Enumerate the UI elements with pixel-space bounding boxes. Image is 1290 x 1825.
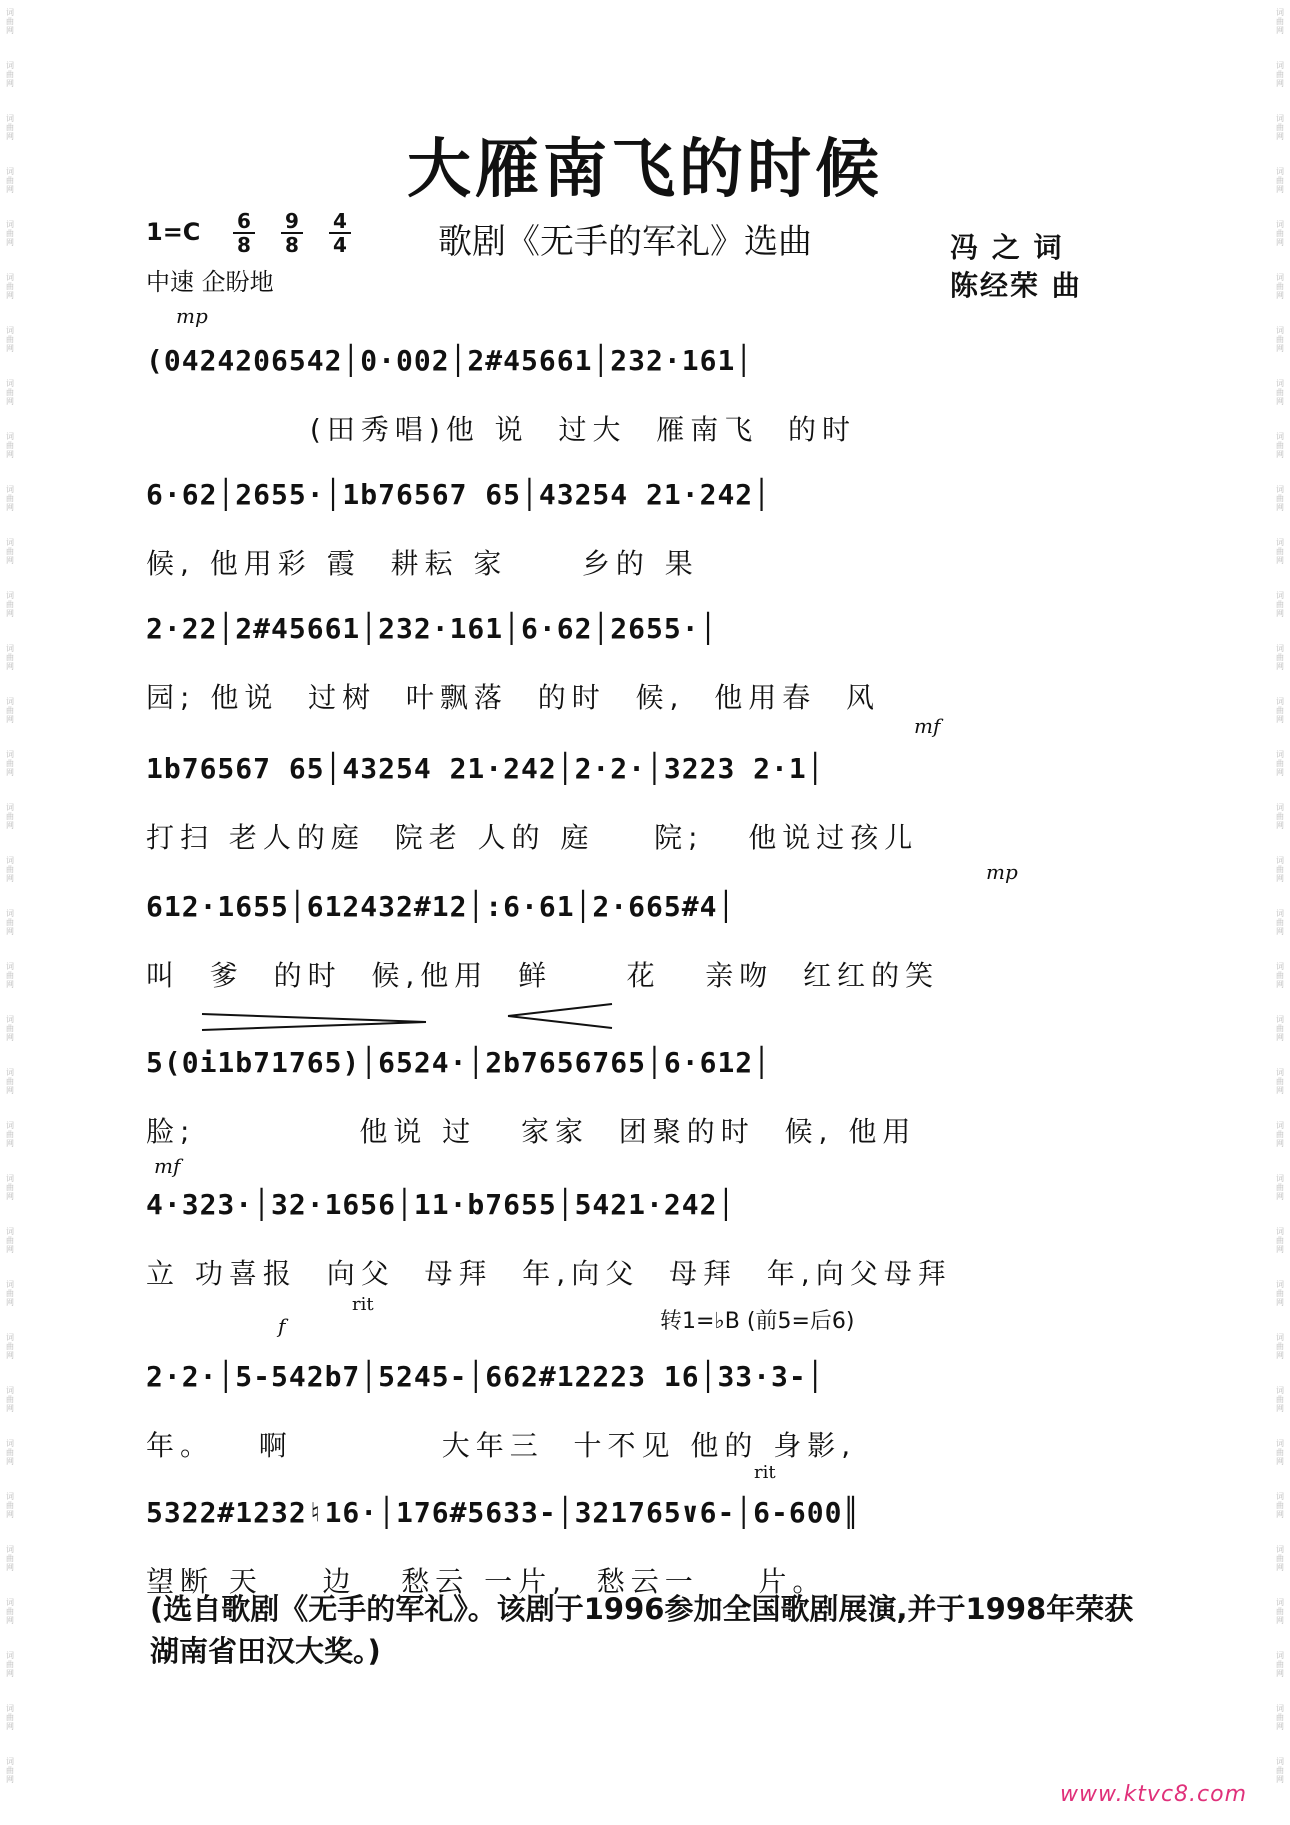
watermark-text: 词 曲 网 (6, 1598, 14, 1625)
watermark-strip-right (1270, 0, 1290, 1825)
watermark-text: 词 曲 网 (6, 61, 14, 88)
lyrics-line: 立 功喜报 向父 母拜 年,向父 母拜 年,向父母拜 (146, 1257, 952, 1290)
lyrics-line: 望断 天 边 愁云 一片, 愁云一 片。 (146, 1565, 827, 1598)
watermark-text: 词 曲 网 (6, 379, 14, 406)
watermark-text: 词 曲 网 (1276, 1757, 1284, 1784)
notation-line: 2·22│2#45661│232·161│6·62│2655·│ (146, 612, 718, 645)
watermark-text: 词 曲 网 (6, 1121, 14, 1148)
notation-line: 1b76567 65│43254 21·242│2·2·│3223 2·1│ (146, 752, 825, 785)
watermark-text: 词 曲 网 (1276, 1492, 1284, 1519)
watermark-text: 词 曲 网 (1276, 962, 1284, 989)
watermark-text: 词 曲 网 (1276, 856, 1284, 883)
watermark-text: 词 曲 网 (6, 962, 14, 989)
watermark-text: 词 曲 网 (6, 1068, 14, 1095)
watermark-text: 词 曲 网 (1276, 273, 1284, 300)
watermark-text: 词 曲 网 (1276, 1174, 1284, 1201)
notation-system-3 (146, 612, 1136, 722)
dynamic-mark: mf (914, 714, 941, 738)
watermark-text: 词 曲 网 (6, 750, 14, 777)
watermark-text: 词 曲 网 (1276, 220, 1284, 247)
notation-system-1 (146, 304, 1136, 454)
watermark-text: 词 曲 网 (1276, 379, 1284, 406)
notation-system-7 (146, 1154, 1136, 1298)
watermark-text: 词 曲 网 (1276, 1121, 1284, 1148)
song-title: 大雁南飞的时候 (407, 133, 883, 207)
watermark-text: 词 曲 网 (6, 803, 14, 830)
watermark-text: 词 曲 网 (6, 485, 14, 512)
watermark-text: 词 曲 网 (6, 697, 14, 724)
dynamic-mark: mp (986, 860, 1018, 884)
watermark-text: 词 曲 网 (1276, 1651, 1284, 1678)
watermark-text: 词 曲 网 (1276, 750, 1284, 777)
watermark-text: 词 曲 网 (1276, 485, 1284, 512)
watermark-text: 词 曲 网 (6, 1492, 14, 1519)
watermark-text: 词 曲 网 (1276, 61, 1284, 88)
watermark-text: 词 曲 网 (1276, 1227, 1284, 1254)
notation-line: 612·1655│612432#12│:6·61│2·665#4│ (146, 890, 736, 923)
watermark-text: 词 曲 网 (6, 167, 14, 194)
modulation-mark: 转1=♭B (前5=后6) (660, 1309, 855, 1334)
composer-credit: 陈经荣 曲 (950, 269, 1082, 302)
notation-system-4 (146, 714, 1136, 862)
watermark-text: 词 曲 网 (6, 1704, 14, 1731)
watermark-text: 词 曲 网 (6, 591, 14, 618)
notation-line: 6·62│2655·│1b76567 65│43254 21·242│ (146, 478, 772, 511)
watermark-text: 词 曲 网 (6, 1439, 14, 1466)
lyrics-line: 打扫 老人的庭 院老 人的 庭 院; 他说过孩儿 (146, 821, 919, 854)
watermark-text: 词 曲 网 (1276, 538, 1284, 565)
watermark-text: 词 曲 网 (6, 220, 14, 247)
watermark-text: 词 曲 网 (6, 644, 14, 671)
lyrics-line: 候, 他用彩 霞 耕耘 家 乡的 果 (146, 547, 699, 580)
watermark-text: 词 曲 网 (1276, 1280, 1284, 1307)
rit-mark: rit (352, 1294, 374, 1315)
notation-system-2 (146, 478, 1136, 588)
lyrics-line: 园; 他说 过树 叶飘落 的时 候, 他用春 风 (146, 681, 881, 714)
watermark-text: 词 曲 网 (6, 1174, 14, 1201)
watermark-text: 词 曲 网 (1276, 1439, 1284, 1466)
watermark-text: 词 曲 网 (1276, 167, 1284, 194)
source-note: (选自歌剧《无手的军礼》。该剧于1996参加全国歌剧展演,并于1998年荣获湖南省田汉大奖。) (150, 1592, 1134, 1668)
watermark-text: 词 曲 网 (6, 1333, 14, 1360)
watermark-text: 词 曲 网 (6, 1386, 14, 1413)
watermark-text: 词 曲 网 (6, 1015, 14, 1042)
watermark-text: 词 曲 网 (1276, 1015, 1284, 1042)
notation-system-8 (146, 1294, 1136, 1470)
subtitle: 歌剧《无手的军礼》选曲 (438, 222, 812, 262)
notation-line: 4·323·│32·1656│11·b7655│5421·242│ (146, 1188, 736, 1221)
watermark-text: 词 曲 网 (1276, 1598, 1284, 1625)
dynamic-mark: f (278, 1314, 286, 1338)
notation-system-5 (146, 860, 1136, 1000)
notation-line: (0424206542│0·002│2#45661│232·161│ (146, 344, 754, 377)
watermark-text: 词 曲 网 (6, 909, 14, 936)
watermark-text: 词 曲 网 (1276, 1386, 1284, 1413)
rit-mark: rit (754, 1462, 776, 1483)
notation-line: 5322#1232♮16·│176#5633-│321765∨6-│6-600║ (146, 1496, 861, 1529)
lyrics-line: (田秀唱)他 说 过大 雁南飞 的时 (146, 413, 857, 446)
watermark-text: 词 曲 网 (1276, 803, 1284, 830)
dynamic-mark: mf (154, 1154, 181, 1178)
dynamic-mark: mp (176, 304, 208, 328)
watermark-text: 词 曲 网 (1276, 326, 1284, 353)
watermark-text: 词 曲 网 (1276, 8, 1284, 35)
time-signature-2: $\frac{9}{8}$ (281, 210, 303, 256)
decrescendo-hairpin (146, 994, 746, 1034)
watermark-text: 词 曲 网 (6, 326, 14, 353)
site-url[interactable]: www.ktvc8.com (1060, 1782, 1248, 1807)
lyrics-line: 年。 啊 大年三 十不见 他的 身影, (146, 1429, 857, 1462)
time-signature-1: $\frac{6}{8}$ (233, 210, 255, 256)
watermark-text: 词 曲 网 (1276, 114, 1284, 141)
watermark-text: 词 曲 网 (6, 432, 14, 459)
key-signature: 1=C (146, 218, 201, 246)
watermark-text: 词 曲 网 (6, 1757, 14, 1784)
watermark-text: 词 曲 网 (1276, 644, 1284, 671)
notation-line: 2·2·│5-542b7│5245-│662#12223 16│33·3-│ (146, 1360, 825, 1393)
watermark-text: 词 曲 网 (1276, 1333, 1284, 1360)
watermark-text: 词 曲 网 (1276, 591, 1284, 618)
watermark-text: 词 曲 网 (1276, 697, 1284, 724)
lyrics-line: 叫 爹 的时 候,他用 鲜 花 亲吻 红红的笑 (146, 959, 940, 992)
notation-system-6 (146, 1046, 1136, 1156)
watermark-text: 词 曲 网 (6, 1280, 14, 1307)
watermark-text: 词 曲 网 (6, 273, 14, 300)
watermark-text: 词 曲 网 (1276, 909, 1284, 936)
lyricist-credit: 冯 之 词 (950, 231, 1064, 264)
watermark-text: 词 曲 网 (6, 1651, 14, 1678)
watermark-text: 词 曲 网 (1276, 1545, 1284, 1572)
notation-line: 5(0i1b71765)│6524·│2b7656765│6·612│ (146, 1046, 772, 1079)
watermark-text: 词 曲 网 (6, 1227, 14, 1254)
tempo-marking: 中速 企盼地 (146, 268, 274, 296)
watermark-text: 词 曲 网 (6, 1545, 14, 1572)
watermark-text: 词 曲 网 (6, 8, 14, 35)
watermark-text: 词 曲 网 (1276, 1068, 1284, 1095)
watermark-text: 词 曲 网 (6, 114, 14, 141)
watermark-text: 词 曲 网 (6, 538, 14, 565)
lyrics-line: 脸; 他说 过 家家 团聚的时 候, 他用 (146, 1115, 917, 1148)
watermark-text: 词 曲 网 (6, 856, 14, 883)
watermark-text: 词 曲 网 (1276, 1704, 1284, 1731)
watermark-strip-left (0, 0, 20, 1825)
time-signature-3: $\frac{4}{4}$ (329, 210, 351, 256)
watermark-text: 词 曲 网 (1276, 432, 1284, 459)
